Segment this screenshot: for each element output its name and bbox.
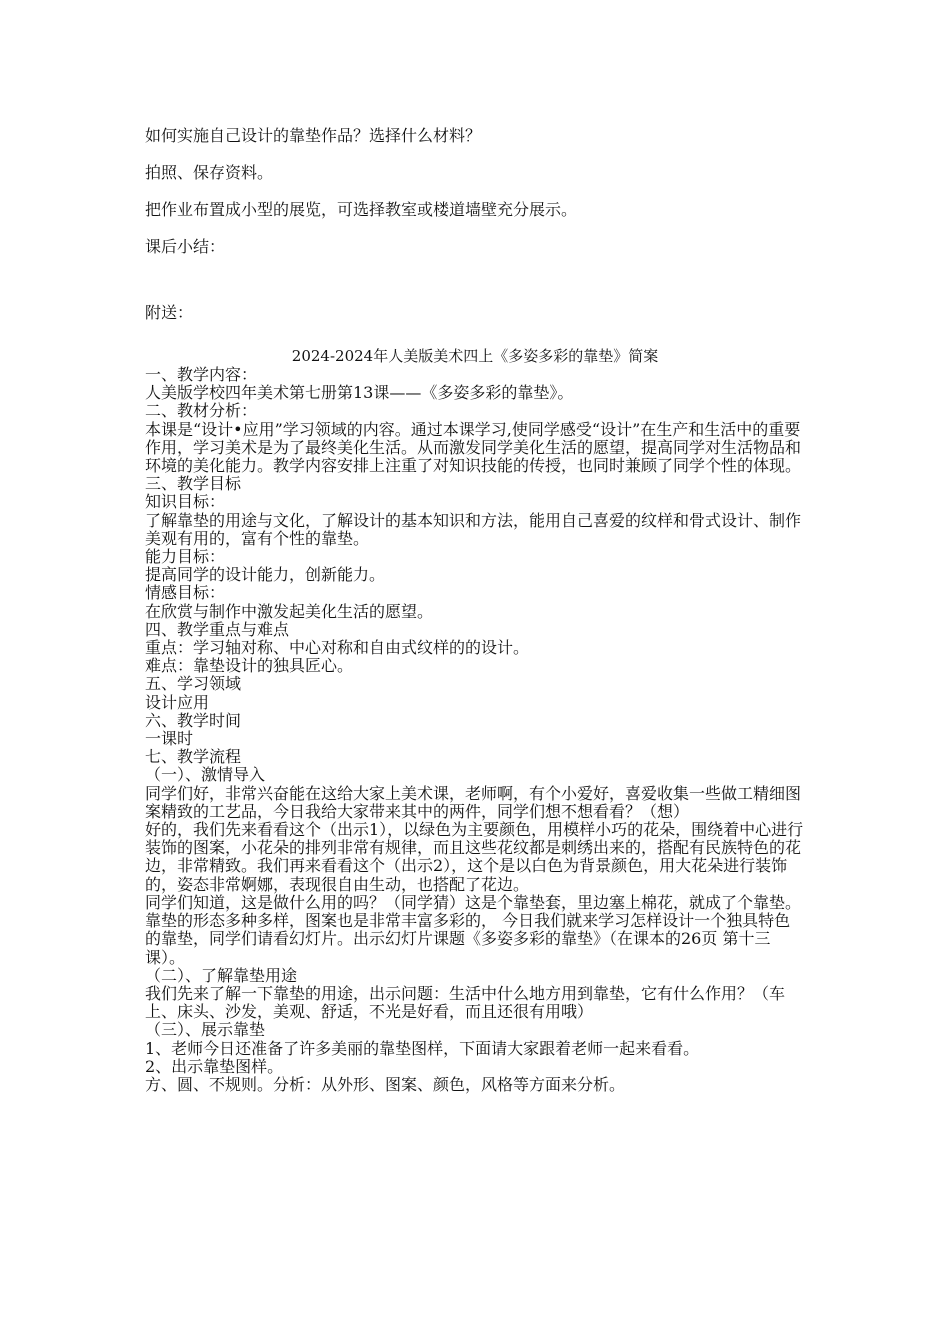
- subheading: （一）、激情导入: [145, 765, 266, 785]
- paragraph: 人美版学校四年美术第七册第13课——《多姿多彩的靠垫》。: [145, 383, 574, 403]
- line-materials: 如何实施自己设计的靠垫作品？选择什么材料？: [145, 126, 482, 145]
- appendix-label: 附送：: [145, 303, 194, 322]
- heading-content: 一、教学内容：: [145, 365, 258, 384]
- paragraph: 一课时: [145, 729, 194, 749]
- paragraph: 同学们好，非常兴奋能在这给大家上美术课，老师啊，有个小爱好，喜爱收集一些做工精细图案精致的工艺品，今日我给大家带来其中的两件，同学们想不想看看？（想）: [145, 783, 802, 821]
- heading-key-points: 四、教学重点与难点: [145, 619, 290, 639]
- paragraph: 本课是“设计•应用”学习领域的内容。通过本课学习,使同学感受“设计”在生产和生活中的重要作用，学习美术是为了最终美化生活。从而激发同学美化生活的愿望，提高同学对生活物品和环境的美化能力。教学内容安排上注重了对知识技能的传授，也同时兼顾了同学个性的体现。: [145, 419, 802, 476]
- heading-time: 六、教学时间: [145, 710, 242, 730]
- paragraph: 我们先来了解一下靠垫的用途，出示问题：生活中什么地方用到靠垫，它有什么作用？（车上、床头、沙发，美观、舒适，不光是好看，而且还很有用哦）: [145, 983, 786, 1022]
- paragraph: 2、出示靠垫图样。: [145, 1056, 284, 1076]
- line-summary: 课后小结：: [145, 237, 226, 256]
- paragraph: 重点：学习轴对称、中心对称和自由式纹样的的设计。: [145, 638, 530, 658]
- heading-process: 七、教学流程: [145, 747, 242, 767]
- line-exhibit: 把作业布置成小型的展览，可选择教室或楼道墙壁充分展示。: [145, 200, 578, 219]
- subheading: 知识目标：: [145, 492, 226, 512]
- heading-domain: 五、学习领域: [145, 674, 242, 694]
- paragraph: 设计应用: [145, 692, 210, 712]
- paragraph: 难点：靠垫设计的独具匠心。: [145, 656, 354, 676]
- subheading: 情感目标：: [145, 583, 226, 603]
- subheading: 能力目标：: [145, 547, 226, 567]
- line-photo: 拍照、保存资料。: [145, 163, 274, 182]
- document-title: 2024-2024年人美版美术四上《多姿多彩的靠垫》简案: [291, 347, 659, 365]
- subheading: （二）、了解靠垫用途: [145, 965, 298, 985]
- paragraph: 好的，我们先来看看这个（出示1），以绿色为主要颜色，用模样小巧的花朵，围绕着中心进行装饰的图案，小花朵的排列非常有规律，而且这些花纹都是刺绣出来的，搭配有民族特色的花边，非常精致。我们再来看看这个（出示2），这个是以白色为背景颜色，用大花朵进行装饰的，姿态非常婀娜，表现很自由生动，也搭配了花边。: [145, 820, 804, 894]
- heading-analysis: 二、教材分析：: [145, 401, 258, 421]
- top-section: [145, 124, 845, 272]
- lesson-plan-body: [145, 366, 805, 1094]
- paragraph: 提高同学的设计能力，创新能力。: [145, 565, 386, 585]
- paragraph: 1、老师今日还准备了许多美丽的靠垫图样，下面请大家跟着老师一起来看看。: [145, 1038, 700, 1058]
- paragraph: 了解靠垫的用途与文化，了解设计的基本知识和方法，能用自己喜爱的纹样和骨式设计、制作美观有用的，富有个性的靠垫。: [145, 510, 802, 548]
- subheading: （三）、展示靠垫: [145, 1020, 266, 1040]
- heading-goals: 三、教学目标: [145, 474, 242, 494]
- paragraph: 同学们知道，这是做什么用的吗？（同学猜）这是个靠垫套，里边塞上棉花，就成了个靠垫。靠垫的形态多种多样，图案也是非常丰富多彩的， 今日我们就来学习怎样设计一个独具特色的靠垫，同学们请看幻灯片。出示幻灯片课题《多姿多彩的靠垫》（在课本的26页 第十三课）。: [145, 892, 802, 967]
- paragraph: 在欣赏与制作中激发起美化生活的愿望。: [145, 601, 434, 621]
- paragraph: 方、圆、不规则。分析：从外形、图案、颜色，风格等方面来分析。: [145, 1074, 626, 1094]
